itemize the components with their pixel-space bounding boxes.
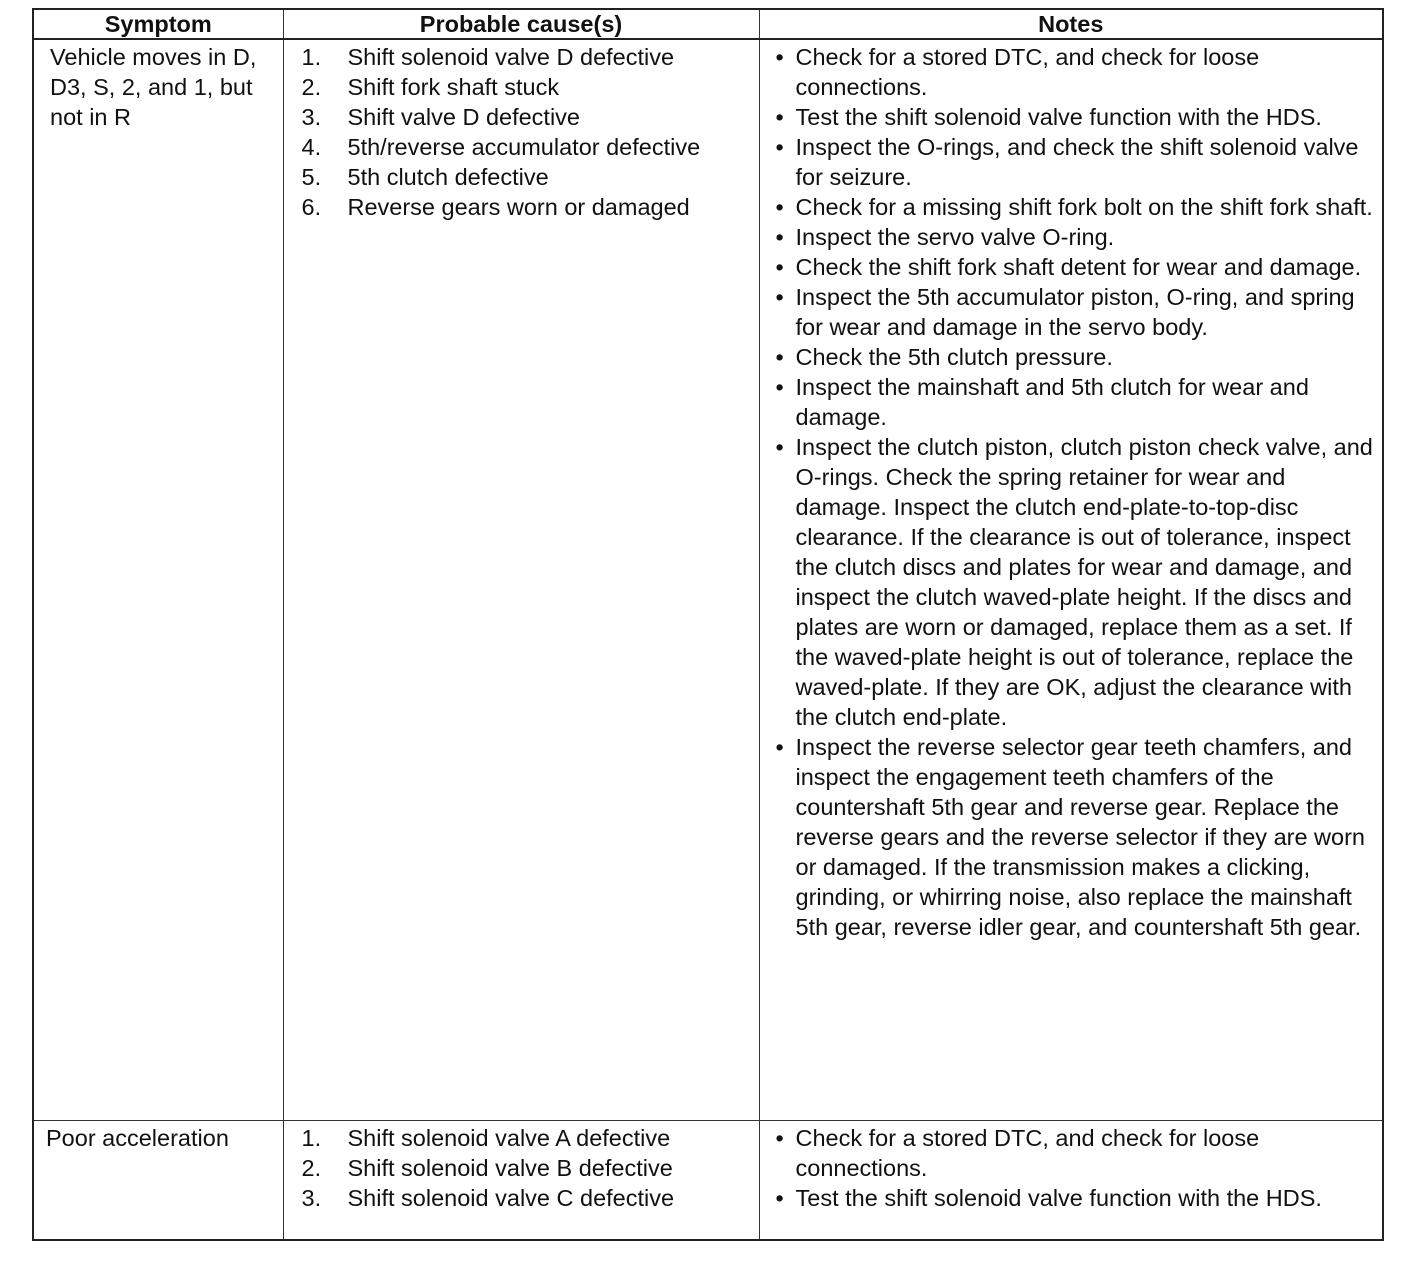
cause-number: 5.: [301, 164, 322, 190]
cause-item: [302, 102, 759, 132]
troubleshooting-table: [32, 8, 1384, 1241]
causes-cell: [283, 1121, 759, 1241]
cause-number: 2.: [301, 1155, 322, 1181]
cause-item: [302, 1153, 759, 1183]
cause-number: 3.: [301, 1185, 322, 1211]
note-item: • Test the shift solenoid valve function with the HDS.: [772, 1183, 1379, 1213]
cause-text: Shift solenoid valve C defective: [347, 1185, 675, 1211]
cause-text: Reverse gears worn or damaged: [347, 194, 690, 220]
note-item: • Inspect the servo valve O-ring.: [772, 222, 1379, 252]
note-item: • Inspect the clutch piston, clutch piston check valve, and O-rings. Check the spring retainer for wear and damage. Inspect the clutch end-plate-to-top-disc clearance. If the clearance is out of tolerance, inspect the clutch discs and plates for wear and damage, and inspect the clutch waved-plate height. If the discs and plates are worn or damaged, replace them as a set. If the waved-plate height is out of tolerance, replace the waved-plate. If they are OK, adjust the clearance with the clutch end-plate.: [772, 432, 1379, 732]
cause-text: Shift solenoid valve B defective: [347, 1155, 673, 1181]
cause-item: [302, 72, 759, 102]
cause-text: Shift valve D defective: [347, 104, 580, 130]
causes-cell: [283, 39, 759, 1121]
notes-cell: [759, 39, 1383, 1121]
note-item: • Inspect the reverse selector gear teeth chamfers, and inspect the engagement teeth chamfers of the countershaft 5th gear and reverse gear. Replace the reverse gears and the reverse selector if they are worn or damaged. If the transmission makes a clicking, grinding, or whirring noise, also replace the mainshaft 5th gear, reverse idler gear, and countershaft 5th gear.: [772, 732, 1379, 942]
note-item: • Check for a stored DTC, and check for loose connections.: [772, 42, 1379, 102]
cause-number: 1.: [301, 1125, 322, 1151]
symptom-text: Vehicle moves in D, D3, S, 2, and 1, but not in R: [50, 44, 257, 130]
cause-item: [302, 192, 759, 222]
cause-number: 4.: [301, 134, 322, 160]
cause-item: [302, 132, 759, 162]
cause-item: [302, 1123, 759, 1153]
header-notes: Notes: [759, 9, 1383, 39]
causes-list: [284, 40, 759, 222]
symptom-cell: [33, 39, 283, 1121]
cause-item: [302, 42, 759, 72]
symptom-cell: [33, 1121, 283, 1241]
notes-list: [760, 40, 1383, 942]
table-row: [33, 1121, 1383, 1241]
notes-list: [760, 1121, 1383, 1213]
cause-item: [302, 1183, 759, 1213]
note-item: • Inspect the mainshaft and 5th clutch for wear and damage.: [772, 372, 1379, 432]
symptom-text: Poor acceleration: [46, 1125, 229, 1151]
note-item: • Inspect the 5th accumulator piston, O-ring, and spring for wear and damage in the servo body.: [772, 282, 1379, 342]
cause-text: 5th clutch defective: [347, 164, 549, 190]
cause-item: [302, 162, 759, 192]
header-symptom: Symptom: [33, 9, 283, 39]
cause-text: Shift solenoid valve D defective: [347, 44, 675, 70]
note-item: • Check the 5th clutch pressure.: [772, 342, 1379, 372]
note-item: • Check for a stored DTC, and check for loose connections.: [772, 1123, 1379, 1183]
table-row: [33, 39, 1383, 1121]
header-row: [33, 9, 1383, 39]
causes-list: [284, 1121, 759, 1213]
note-item: • Test the shift solenoid valve function with the HDS.: [772, 102, 1379, 132]
cause-number: 2.: [301, 74, 322, 100]
cause-number: 6.: [301, 194, 322, 220]
cause-text: 5th/reverse accumulator defective: [347, 134, 701, 160]
header-probable-causes: Probable cause(s): [283, 9, 759, 39]
notes-cell: [759, 1121, 1383, 1241]
note-item: • Check for a missing shift fork bolt on the shift fork shaft.: [772, 192, 1379, 222]
cause-number: 3.: [301, 104, 322, 130]
cause-number: 1.: [301, 44, 322, 70]
cause-text: Shift solenoid valve A defective: [347, 1125, 671, 1151]
note-item: • Check the shift fork shaft detent for wear and damage.: [772, 252, 1379, 282]
cause-text: Shift fork shaft stuck: [347, 74, 560, 100]
note-item: • Inspect the O-rings, and check the shift solenoid valve for seizure.: [772, 132, 1379, 192]
